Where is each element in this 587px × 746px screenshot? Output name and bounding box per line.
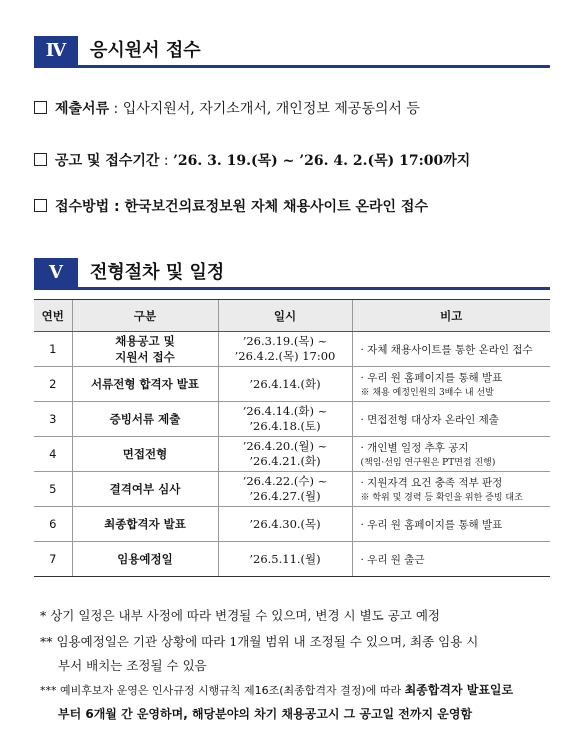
header-no: 연번: [34, 300, 72, 332]
cell-note: [352, 542, 550, 577]
section-4-header: [34, 36, 550, 68]
note-subtext: ※ 채용 예정인원의 3배수 내 선발: [360, 388, 494, 398]
cell-no: 4: [34, 437, 72, 472]
note-text: · 면접전형 대상자 온라인 제출: [360, 413, 499, 426]
item-documents: 제출서류 : 입사지원서, 자기소개서, 개인정보 제공동의서 등: [34, 98, 420, 118]
cell-date: ’26.4.20.(월) ~ ’26.4.21.(화): [218, 437, 352, 472]
footnote-1: * 상기 일정은 내부 사정에 따라 변경될 수 있으며, 변경 시 별도 공고 예정: [40, 608, 440, 623]
cell-stage: 채용공고 및 지원서 접수: [72, 332, 218, 367]
footnote-2a: ** 임용예정일은 기관 상황에 따라 1개월 범위 내 조정될 수 있으며, 최종 임용 시: [40, 634, 479, 649]
section-4-numeral: Ⅳ: [34, 36, 78, 65]
footnote-3b: 부터 6개월 간 운영하며, 해당분야의 차기 채용공고시 그 공고일 전까지 운영함: [58, 707, 473, 721]
cell-no: 7: [34, 542, 72, 577]
table-row: [34, 332, 550, 367]
cell-stage: 서류전형 합격자 발표: [72, 367, 218, 402]
checkbox-icon: [34, 199, 47, 212]
cell-date: ’26.4.14.(화) ~ ’26.4.18.(토): [218, 402, 352, 437]
cell-no: 5: [34, 472, 72, 507]
cell-date: ’26.4.14.(화): [218, 367, 352, 402]
note-text: · 우리 원 홈페이지를 통해 발표: [360, 518, 503, 531]
item-documents-text: 입사지원서, 자기소개서, 개인정보 제공동의서 등: [122, 101, 420, 117]
cell-no: 1: [34, 332, 72, 367]
footnote-2b: 부서 배치는 조정될 수 있음: [58, 658, 207, 673]
checkbox-icon: [34, 153, 47, 166]
note-subtext: ※ 학위 및 경력 등 확인을 위한 증빙 대조: [360, 493, 523, 503]
item-method: 접수방법 : 한국보건의료정보원 자체 채용사이트 온라인 접수: [34, 196, 428, 216]
table-row: [34, 542, 550, 577]
schedule-table: [34, 299, 550, 577]
cell-stage: 최종합격자 발표: [72, 507, 218, 542]
section-5-underline: [34, 287, 550, 290]
cell-date: ’26.4.30.(목): [218, 507, 352, 542]
section-5-numeral: Ⅴ: [34, 258, 78, 287]
section-4-underline: [34, 65, 550, 68]
cell-no: 3: [34, 402, 72, 437]
cell-note: [352, 332, 550, 367]
note-text: · 지원자격 요건 충족 적부 판정: [360, 477, 503, 489]
header-note: 비고: [352, 300, 550, 332]
cell-note: [352, 402, 550, 437]
item-period: 공고 및 접수기간 : ’26. 3. 19.(목) ~ ’26. 4. 2.(목) 17:00까지: [34, 150, 470, 170]
section-5-title: 전형절차 및 일정: [90, 262, 225, 283]
item-method-label: 접수방법: [55, 199, 110, 215]
cell-date: ’26.3.19.(목) ~ ’26.4.2.(목) 17:00: [218, 332, 352, 367]
cell-note: [352, 437, 550, 472]
table-header-row: [34, 300, 550, 332]
item-period-text: ’26. 3. 19.(목) ~ ’26. 4. 2.(목) 17:00까지: [173, 153, 471, 169]
cell-stage: 임용예정일: [72, 542, 218, 577]
item-documents-label: 제출서류: [55, 101, 110, 117]
checkbox-icon: [34, 101, 47, 114]
cell-note: [352, 367, 550, 402]
cell-date: ’26.4.22.(수) ~ ’26.4.27.(월): [218, 472, 352, 507]
cell-note: [352, 472, 550, 507]
cell-stage: 증빙서류 제출: [72, 402, 218, 437]
section-5-header: [34, 258, 550, 290]
note-text: · 우리 원 출근: [360, 553, 425, 566]
table-row: [34, 472, 550, 507]
cell-no: 2: [34, 367, 72, 402]
table-row: [34, 367, 550, 402]
cell-date: ’26.5.11.(월): [218, 542, 352, 577]
header-stage: 구분: [72, 300, 218, 332]
table-row: [34, 437, 550, 472]
item-period-label: 공고 및 접수기간: [55, 153, 160, 169]
note-subtext: (책임·선임 연구원은 PT면접 진행): [360, 458, 496, 468]
footnote-3a: *** 예비후보자 운영은 인사규정 시행규칙 제16조(최종합격자 결정)에 따라 최종합격자 발표일로: [40, 683, 514, 697]
note-text: · 우리 원 홈페이지를 통해 발표: [360, 372, 503, 384]
cell-no: 6: [34, 507, 72, 542]
table-row: [34, 507, 550, 542]
note-text: · 자체 채용사이트를 통한 온라인 접수: [360, 343, 533, 356]
cell-stage: 결격여부 심사: [72, 472, 218, 507]
table-row: [34, 402, 550, 437]
note-text: · 개인별 일정 추후 공지: [360, 442, 469, 454]
header-date: 일시: [218, 300, 352, 332]
section-4-title: 응시원서 접수: [90, 40, 201, 61]
cell-note: [352, 507, 550, 542]
cell-stage: 면접전형: [72, 437, 218, 472]
item-method-text: 한국보건의료정보원 자체 채용사이트 온라인 접수: [124, 199, 428, 215]
